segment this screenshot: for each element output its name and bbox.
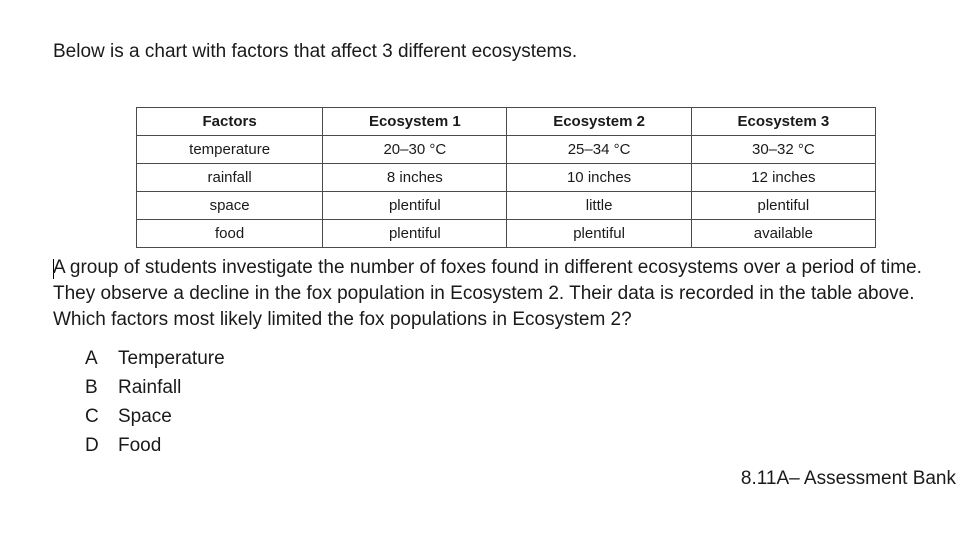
intro-text: Below is a chart with factors that affect 3 different ecosystems. — [53, 41, 578, 62]
ecosystem-factors-table — [136, 107, 876, 248]
cell-factor: rainfall — [137, 164, 323, 192]
choice-text: Food — [118, 435, 162, 456]
table-row — [137, 192, 876, 220]
cell-value: 10 inches — [507, 164, 691, 192]
question-paragraph: A group of students investigate the number of foxes found in different ecosystems over a period of time. They observe a decline in the fox population in Ecosystem 2. Their data is recorded in the table above. Which factors most likely limited the fox populations in Ecosystem 2? — [53, 257, 922, 330]
column-header-ecosystem-1: Ecosystem 1 — [323, 108, 507, 136]
cell-value: plentiful — [507, 220, 691, 248]
answer-choice-a[interactable] — [85, 344, 225, 373]
cell-value: 8 inches — [323, 164, 507, 192]
answer-choices — [85, 344, 225, 460]
choice-letter: C — [85, 406, 99, 427]
cell-factor: food — [137, 220, 323, 248]
choice-text: Temperature — [118, 348, 225, 369]
answer-choice-c[interactable] — [85, 402, 225, 431]
answer-choice-d[interactable] — [85, 431, 225, 460]
cell-value: 12 inches — [691, 164, 875, 192]
source-attribution: 8.11A– Assessment Bank — [740, 468, 956, 489]
table-row — [137, 164, 876, 192]
choice-letter: A — [85, 348, 98, 369]
cell-factor: space — [137, 192, 323, 220]
cell-value: 25–34 °C — [507, 136, 691, 164]
choice-letter: D — [85, 435, 99, 456]
cell-value: plentiful — [323, 220, 507, 248]
page-right-edge — [974, 0, 978, 550]
cell-value: plentiful — [323, 192, 507, 220]
table-row — [137, 136, 876, 164]
cell-value: little — [507, 192, 691, 220]
choice-text: Rainfall — [118, 377, 182, 398]
column-header-factors: Factors — [137, 108, 323, 136]
choice-text: Space — [118, 406, 172, 427]
table-row — [137, 220, 876, 248]
cell-value: 30–32 °C — [691, 136, 875, 164]
choice-letter: B — [85, 377, 98, 398]
column-header-ecosystem-2: Ecosystem 2 — [507, 108, 691, 136]
table-header-row — [137, 108, 876, 136]
cell-value: available — [691, 220, 875, 248]
answer-choice-b[interactable] — [85, 373, 225, 402]
cell-value: plentiful — [691, 192, 875, 220]
cell-factor: temperature — [137, 136, 323, 164]
cell-value: 20–30 °C — [323, 136, 507, 164]
column-header-ecosystem-3: Ecosystem 3 — [691, 108, 875, 136]
